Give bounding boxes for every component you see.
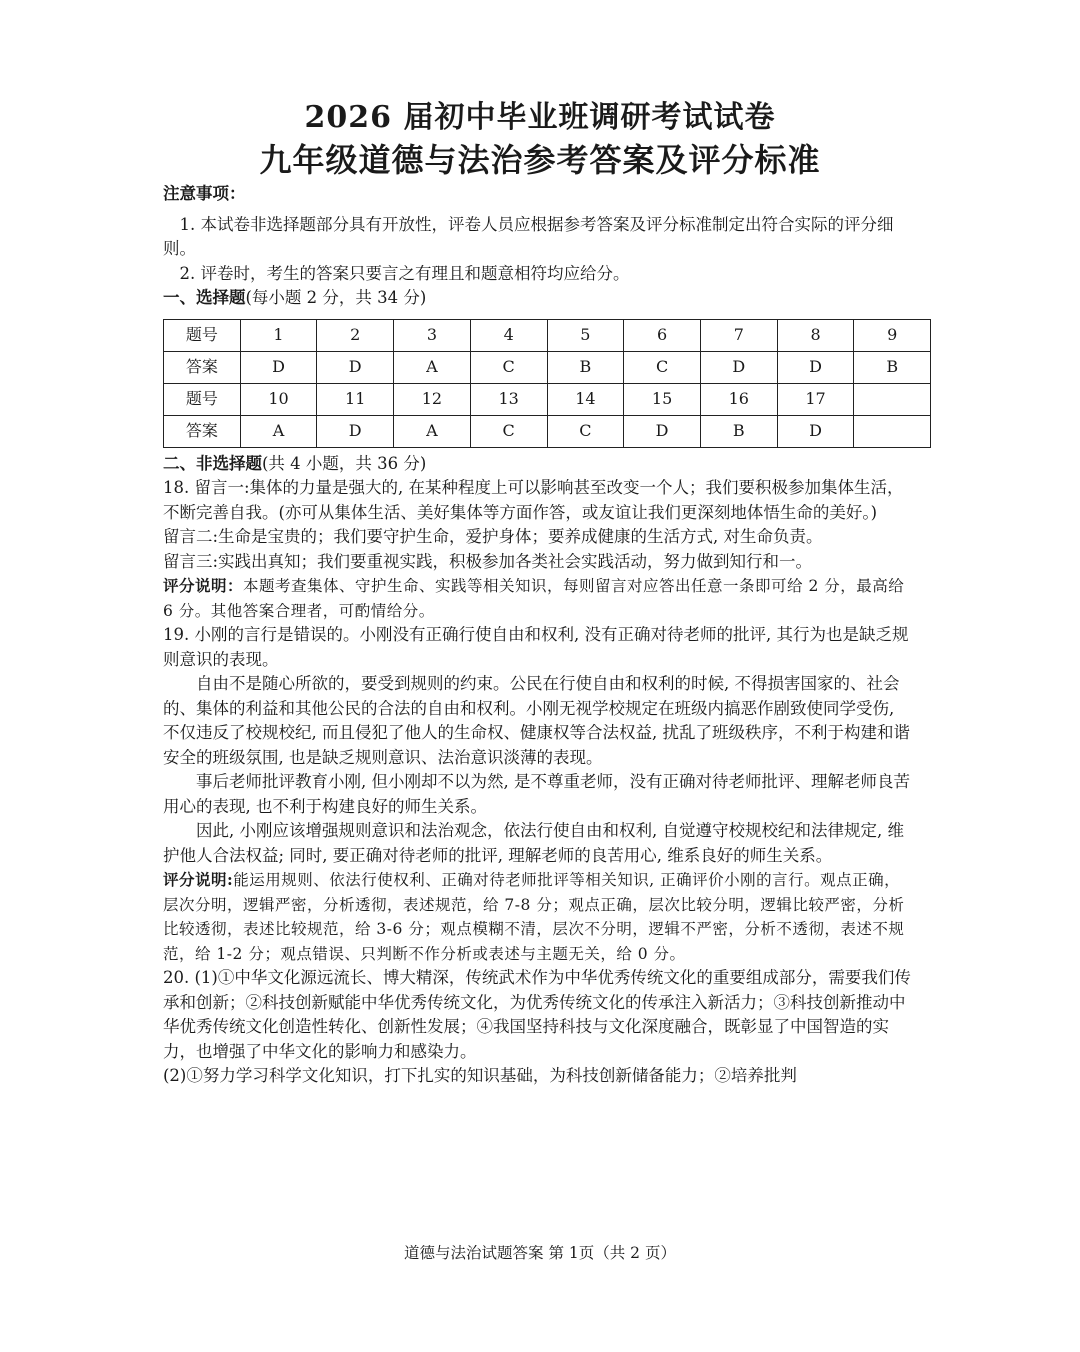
section1-heading	[163, 286, 915, 311]
table-cell: D	[317, 351, 394, 383]
answer-table	[163, 319, 931, 448]
q18-scoring-text: 本题考查集体、守护生命、实践等相关知识，每则留言对应答出任意一条即可给 2 分，最高给 6 分。其他答案合理者，可酌情给分。	[163, 577, 905, 620]
table-cell: A	[240, 415, 317, 447]
table-cell: 11	[317, 383, 394, 415]
q18-paragraph-1: 18. 留言一:集体的力量是强大的, 在某种程度上可以影响甚至改变一个人；我们要积极参加集体生活，不断完善自我。(亦可从集体生活、美好集体等方面作答，或友谊让我们更深刻地体悟生命的美好。)	[163, 478, 904, 522]
q19-scoring-label: 评分说明:	[163, 870, 234, 889]
q18-scoring-label: 评分说明：	[163, 576, 244, 595]
table-cell: D	[624, 415, 701, 447]
table-cell: B	[547, 351, 624, 383]
table-cell: 15	[624, 383, 701, 415]
table-cell: D	[317, 415, 394, 447]
notes-item-1: 1. 本试卷非选择题部分具有开放性，评卷人员应根据参考答案及评分标准制定出符合实际的评分细则。	[163, 214, 894, 258]
table-cell: 5	[547, 319, 624, 351]
table-row	[164, 351, 931, 383]
table-cell: D	[240, 351, 317, 383]
notes-heading: 注意事项：	[163, 184, 246, 203]
table-row	[164, 383, 931, 415]
section1-title: 一、选择题	[163, 288, 246, 307]
section2-title: 二、非选择题	[163, 453, 262, 473]
table-cell: 7	[700, 319, 777, 351]
table-cell: D	[777, 351, 854, 383]
table-cell: 14	[547, 383, 624, 415]
q19-scoring-text: 能运用规则、依法行使权利、正确对待老师批评等相关知识, 正确评价小刚的言行。观点正确，层次分明，逻辑严密，分析透彻，表述规范，给 7-8 分；观点正确，层次比较分明，逻辑比较严密，分析比较透彻，表述比较规范，给 3-6 分；观点模糊不清，层次不分明，逻辑不严密，分析不透彻，表述不规范，给 1-2 分；观点错误、只判断不作分析或表述与主题无关，给 0 分。	[163, 871, 905, 963]
table-row-header: 答案	[164, 415, 241, 447]
table-cell: 6	[624, 319, 701, 351]
section2-note: (共 4 小题，共 36 分)	[262, 453, 427, 473]
q18-paragraph-2: 留言二:生命是宝贵的；我们要守护生命，爱护身体；要养成健康的生活方式, 对生命负责。	[163, 527, 823, 546]
q19-paragraph-4: 因此, 小刚应该增强规则意识和法治观念，依法行使自由和权利, 自觉遵守校规校纪和法律规定, 维护他人合法权益; 同时, 要正确对待老师的批评, 理解老师的良苦用心, 维系良好的师生关系。	[163, 821, 904, 865]
q18-scoring	[163, 574, 915, 623]
q20-paragraph-2: (2)①努力学习科学文化知识，打下扎实的知识基础，为科技创新储备能力；②培养批判	[163, 1066, 797, 1085]
table-cell: C	[547, 415, 624, 447]
page-footer: 道德与法治试题答案 第 1页（共 2 页）	[404, 1244, 676, 1262]
table-row-header: 题号	[164, 319, 241, 351]
q19-scoring	[163, 868, 915, 966]
q20-paragraph-1: 20. (1)①中华文化源远流长、博大精深，传统武术作为中华优秀传统文化的重要组成部分，需要我们传承和创新；②科技创新赋能中华优秀传统文化，为优秀传统文化的传承注入新活力；③科技创新推动中华优秀传统文化创造性转化、创新性发展；④我国坚持科技与文化深度融合，既彰显了中国智造的实力，也增强了中华文化的影响力和感染力。	[163, 968, 911, 1061]
table-cell: 12	[394, 383, 471, 415]
q19-paragraph-2: 自由不是随心所欲的，要受到规则的约束。公民在行使自由和权利的时候, 不得损害国家的、社会的、集体的利益和其他公民的合法的自由和权利。小刚无视学校规定在班级内搞恶作剧致使同学受伤, 不仅违反了校规校纪, 而且侵犯了他人的生命权、健康权等合法权益, 扰乱了班级秩序，不利于构建和谐安全的班级氛围, 也是缺乏规则意识、法治意识淡薄的表现。	[163, 674, 910, 767]
content-body	[163, 182, 915, 1089]
exam-title: 2026 届初中毕业班调研考试试卷	[304, 100, 776, 135]
table-cell: 16	[700, 383, 777, 415]
table-cell: 3	[394, 319, 471, 351]
section2-heading	[163, 452, 915, 477]
table-cell: A	[394, 415, 471, 447]
q19-paragraph-1: 19. 小刚的言行是错误的。小刚没有正确行使自由和权利, 没有正确对待老师的批评, 其行为也是缺乏规则意识的表现。	[163, 625, 909, 669]
table-cell: 10	[240, 383, 317, 415]
table-cell: D	[777, 415, 854, 447]
table-cell: C	[470, 351, 547, 383]
table-cell: C	[470, 415, 547, 447]
notes-item-2: 2. 评卷时，考生的答案只要言之有理且和题意相符均应给分。	[179, 263, 630, 283]
table-row	[164, 415, 931, 447]
table-cell: 2	[317, 319, 394, 351]
table-row-header: 答案	[164, 351, 241, 383]
table-row-header: 题号	[164, 383, 241, 415]
table-cell: 13	[470, 383, 547, 415]
table-cell: 1	[240, 319, 317, 351]
table-cell: C	[624, 351, 701, 383]
table-cell: 4	[470, 319, 547, 351]
table-cell	[854, 383, 931, 415]
table-cell: 8	[777, 319, 854, 351]
table-cell: 9	[854, 319, 931, 351]
table-cell: B	[700, 415, 777, 447]
table-cell: A	[394, 351, 471, 383]
table-cell: B	[854, 351, 931, 383]
q18-paragraph-3: 留言三:实践出真知；我们要重视实践，积极参加各类社会实践活动，努力做到知行和一。	[163, 551, 813, 571]
table-cell: D	[700, 351, 777, 383]
q19-paragraph-3: 事后老师批评教育小刚, 但小刚却不以为然, 是不尊重老师，没有正确对待老师批评、理解老师良苦用心的表现, 也不利于构建良好的师生关系。	[163, 772, 910, 816]
table-cell: 17	[777, 383, 854, 415]
table-row	[164, 319, 931, 351]
table-cell	[854, 415, 931, 447]
section1-note: (每小题 2 分，共 34 分)	[245, 288, 427, 307]
exam-subtitle: 九年级道德与法治参考答案及评分标准	[259, 141, 821, 179]
